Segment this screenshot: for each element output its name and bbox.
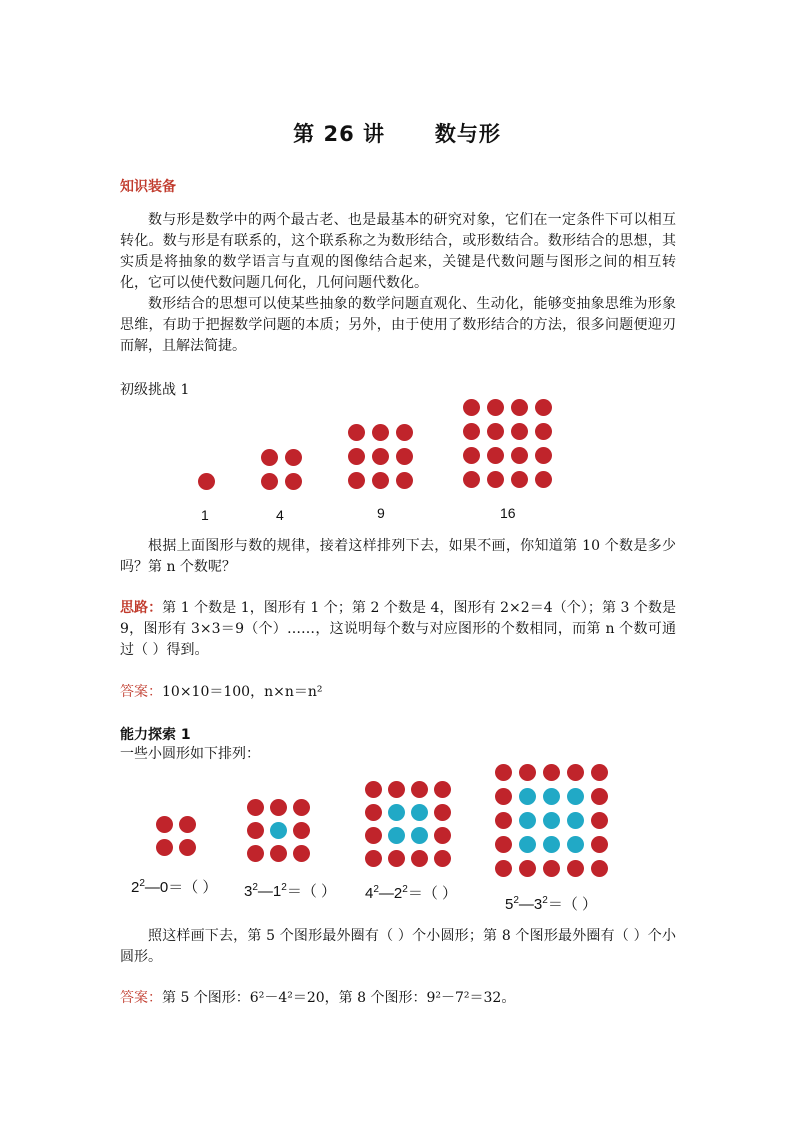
blue-circle bbox=[519, 836, 536, 853]
answer-text: 10×10＝100，n×n＝n² bbox=[162, 684, 323, 700]
eq-base: 5 bbox=[505, 896, 514, 913]
red-circle bbox=[591, 788, 608, 805]
blue-circle bbox=[519, 788, 536, 805]
red-circle bbox=[434, 827, 451, 844]
red-circle bbox=[519, 764, 536, 781]
red-circle bbox=[411, 850, 428, 867]
blue-circle bbox=[411, 827, 428, 844]
red-circle bbox=[179, 816, 196, 833]
red-circle bbox=[495, 860, 512, 877]
red-circle bbox=[495, 788, 512, 805]
eq-dash: — bbox=[378, 885, 394, 902]
figure-label: 16 bbox=[500, 505, 516, 521]
blue-circle bbox=[567, 788, 584, 805]
eq-dash: — bbox=[144, 879, 160, 896]
eq-rest: ＝（ ） bbox=[286, 883, 336, 900]
red-circle bbox=[156, 839, 173, 856]
blue-circle bbox=[543, 788, 560, 805]
red-circle bbox=[388, 781, 405, 798]
blue-circle bbox=[388, 804, 405, 821]
red-circle bbox=[495, 812, 512, 829]
explore-intro: 一些小圆形如下排列： bbox=[120, 746, 260, 762]
red-circle bbox=[293, 822, 310, 839]
equation-1 bbox=[131, 876, 217, 897]
red-circle bbox=[495, 764, 512, 781]
explore-heading: 能力探索 1 bbox=[120, 727, 191, 743]
eq-minus: 2 bbox=[393, 885, 403, 902]
red-circle bbox=[156, 816, 173, 833]
eq-exp: 2 bbox=[252, 882, 258, 893]
challenge-question: 根据上面图形与数的规律，接着这样排列下去，如果不画，你知道第 10 个数是多少吗？第 n 个数呢？ bbox=[120, 538, 676, 575]
hint-text: 第 1 个数是 1，图形有 1 个；第 2 个数是 4，图形有 2×2＝4（个）；第 3 个数是 9，图形有 3×3＝9（个）……，这说明每个数与对应图形的个数相同，而第 n 个数可通过（ ）得到。 bbox=[120, 600, 676, 658]
red-circle bbox=[495, 836, 512, 853]
equation-3 bbox=[365, 882, 457, 903]
page-title: 第 26 讲 数与形 bbox=[293, 122, 501, 146]
intro-paragraph-2: 数形结合的思想可以使某些抽象的数学问题直观化、生动化，能够变抽象思维为形象思维，有助于把握数学问题的本质；另外，由于使用了数形结合的方法，很多问题便迎刃而解，且解法简捷。 bbox=[120, 296, 676, 354]
blue-circle bbox=[519, 812, 536, 829]
answer-label: 答案： bbox=[120, 990, 162, 1006]
answer-line-2 bbox=[120, 988, 515, 1009]
explore-question: 照这样画下去，第 5 个图形最外圈有（ ）个小圆形；第 8 个图形最外圈有（ ）个小圆形。 bbox=[120, 928, 676, 965]
red-circle bbox=[247, 822, 264, 839]
figure-label: 9 bbox=[377, 505, 385, 521]
red-circle bbox=[519, 860, 536, 877]
red-circle bbox=[411, 781, 428, 798]
equation-4 bbox=[505, 893, 597, 914]
eq-exp: 2 bbox=[542, 895, 548, 906]
blue-circle bbox=[270, 822, 287, 839]
eq-exp: 2 bbox=[513, 895, 519, 906]
answer-label: 答案： bbox=[120, 684, 162, 700]
figure-label: 1 bbox=[201, 507, 209, 523]
intro-paragraph-1: 数与形是数学中的两个最古老、也是最基本的研究对象，它们在一定条件下可以相互转化。数与形是有联系的，这个联系称之为数形结合，或形数结合。数形结合的思想，其实质是将抽象的数学语言与直观的图像结合起来，关键是代数问题与图形之间的相互转化，它可以使代数问题几何化，几何问题代数化。 bbox=[120, 212, 676, 291]
red-circle bbox=[247, 845, 264, 862]
eq-exp: 2 bbox=[281, 882, 287, 893]
eq-rest: ＝（ ） bbox=[547, 896, 597, 913]
challenge-heading: 初级挑战 1 bbox=[120, 382, 190, 398]
red-circle bbox=[365, 804, 382, 821]
answer-text: 第 5 个图形：6²－4²＝20，第 8 个图形：9²－7²＝32。 bbox=[162, 990, 516, 1006]
eq-exp: 2 bbox=[373, 884, 379, 895]
eq-minus: 1 bbox=[272, 883, 282, 900]
eq-rest: ＝（ ） bbox=[407, 885, 457, 902]
red-circle bbox=[247, 799, 264, 816]
eq-rest: ＝（ ） bbox=[168, 879, 218, 896]
blue-circle bbox=[411, 804, 428, 821]
eq-base: 4 bbox=[365, 885, 374, 902]
eq-exp: 2 bbox=[139, 878, 145, 889]
figure-label: 4 bbox=[276, 507, 284, 523]
eq-exp: 2 bbox=[402, 884, 408, 895]
red-circle bbox=[365, 850, 382, 867]
red-circle bbox=[567, 860, 584, 877]
eq-minus: 3 bbox=[533, 896, 543, 913]
red-circle bbox=[179, 839, 196, 856]
red-circle bbox=[591, 836, 608, 853]
red-circle bbox=[591, 812, 608, 829]
red-circle bbox=[270, 799, 287, 816]
red-circle bbox=[293, 845, 310, 862]
eq-dash: — bbox=[257, 883, 273, 900]
equation-2 bbox=[244, 880, 336, 901]
blue-circle bbox=[567, 812, 584, 829]
red-circle bbox=[365, 781, 382, 798]
red-circle bbox=[365, 827, 382, 844]
eq-minus: 0 bbox=[159, 879, 169, 896]
eq-dash: — bbox=[518, 896, 534, 913]
red-circle bbox=[434, 781, 451, 798]
red-circle bbox=[388, 850, 405, 867]
blue-circle bbox=[543, 836, 560, 853]
blue-circle bbox=[543, 812, 560, 829]
red-circle bbox=[434, 804, 451, 821]
hint-label: 思路： bbox=[120, 600, 163, 616]
red-circle bbox=[543, 860, 560, 877]
blue-circle bbox=[567, 836, 584, 853]
red-circle bbox=[567, 764, 584, 781]
eq-base: 3 bbox=[244, 883, 253, 900]
red-circle bbox=[434, 850, 451, 867]
red-circle bbox=[270, 845, 287, 862]
red-circle bbox=[591, 860, 608, 877]
red-circle bbox=[543, 764, 560, 781]
red-circle bbox=[591, 764, 608, 781]
section-heading-knowledge: 知识装备 bbox=[120, 179, 176, 195]
eq-base: 2 bbox=[131, 879, 140, 896]
red-circle bbox=[293, 799, 310, 816]
blue-circle bbox=[388, 827, 405, 844]
